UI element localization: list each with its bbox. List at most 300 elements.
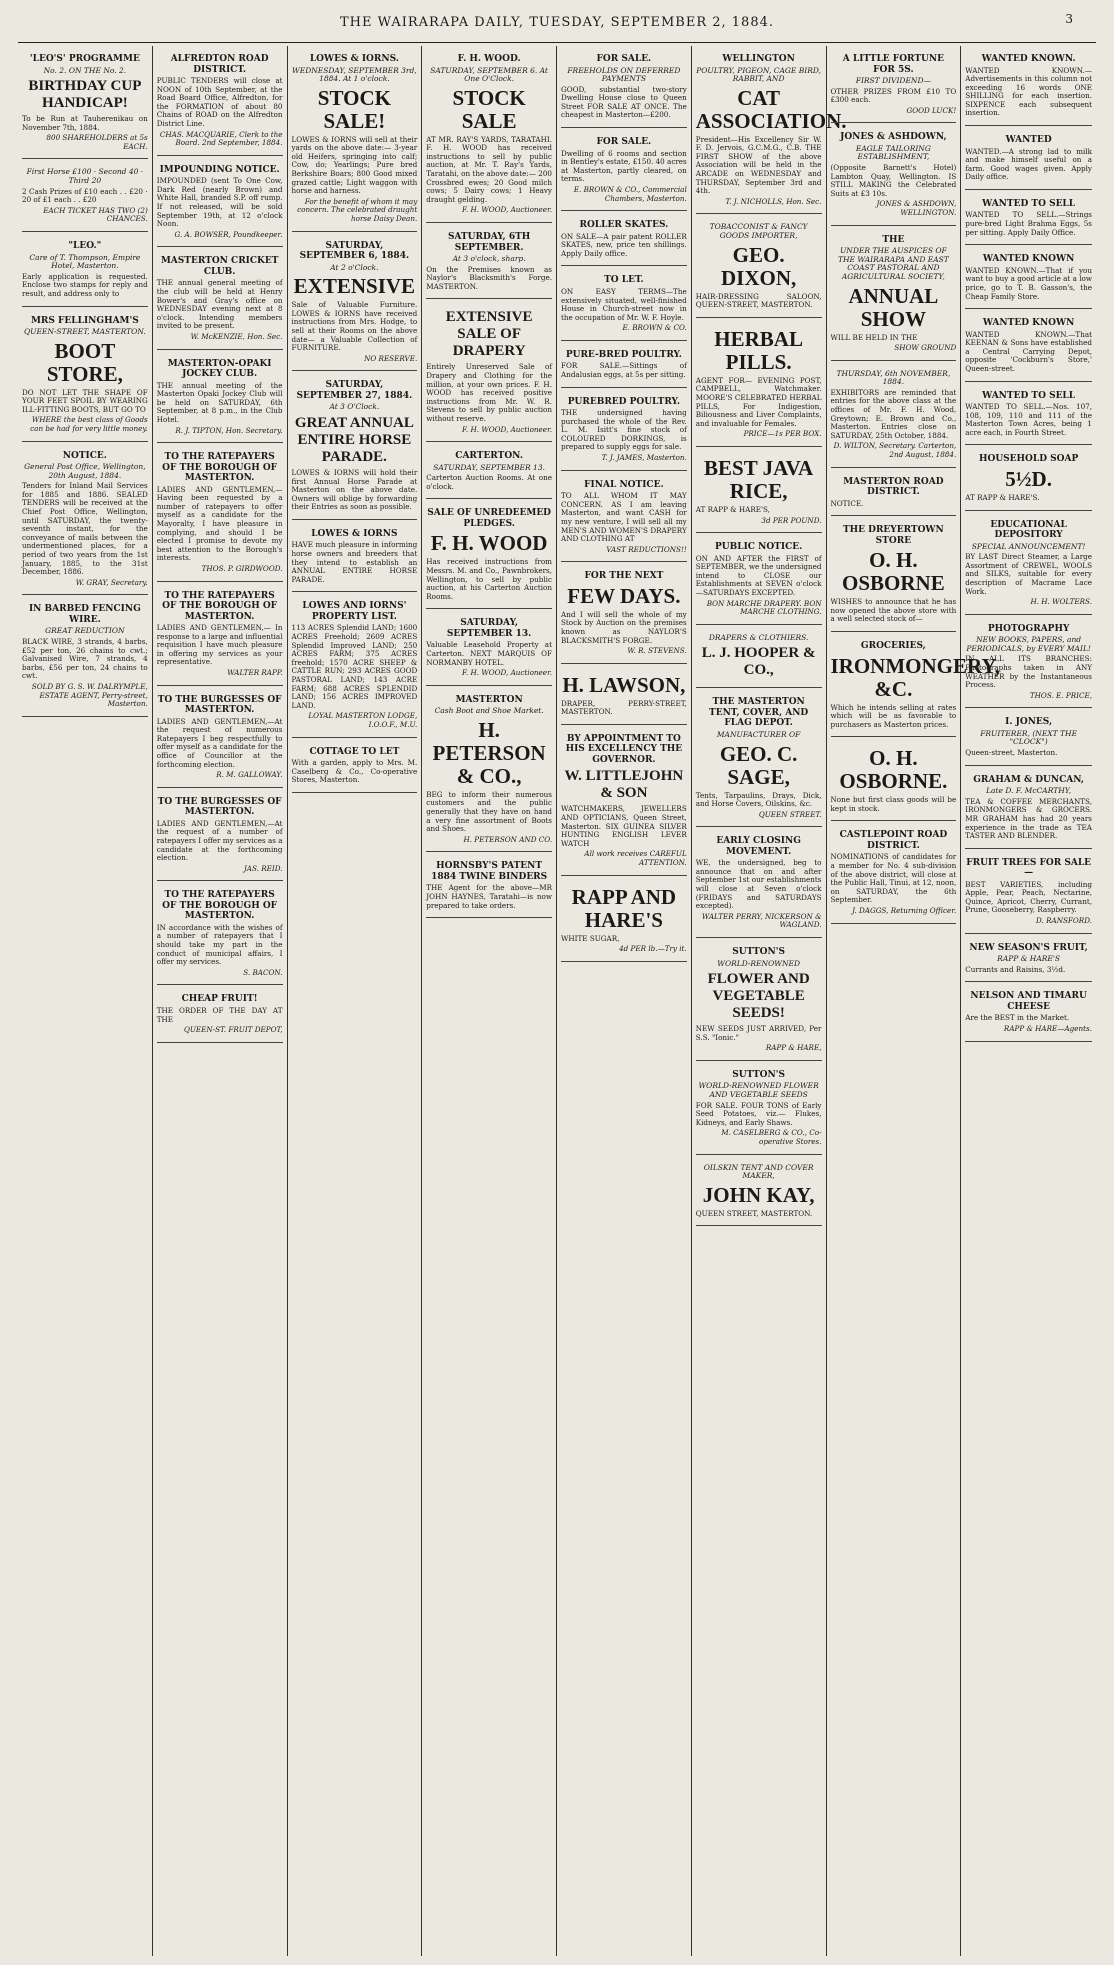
ad-display-text: STOCK SALE!: [317, 85, 391, 133]
ad-signature: D. RANSFORD.: [1036, 916, 1092, 926]
ad-signature: SOLD BY G. S. W. DALRYMPLE, ESTATE AGENT, Perry-street, Masterton.: [31, 681, 148, 709]
ad-heading: WELLINGTON: [722, 54, 795, 64]
ad-signature: 800 SHAREHOLDERS at 5s EACH.: [46, 133, 148, 151]
masthead: [0, 0, 1114, 44]
advertisement: [965, 48, 1092, 126]
ad-heading: COTTAGE TO LET: [309, 746, 400, 757]
ad-display-text: STOCK SALE: [452, 85, 526, 133]
advertisement: [696, 450, 822, 533]
ad-body-text: With a garden, apply to Mrs. M. Caselberg & Co., Co-operative Stores, Masterton.: [291, 758, 418, 785]
advertisement: [426, 689, 552, 853]
ad-heading: SATURDAY, 6TH SEPTEMBER.: [447, 232, 531, 253]
advertisement: [831, 471, 957, 517]
ad-display-text: EXTENSIVE SALE OF DRAPERY: [445, 309, 533, 360]
ad-subheading: POULTRY, PIGEON, CAGE BIRD, RABBIT, AND: [696, 65, 822, 84]
advertisement: [22, 48, 148, 159]
ad-display-text: RAPP AND HARE'S: [571, 884, 677, 932]
page-number: 3: [1065, 12, 1074, 26]
ad-signature: For the benefit of whom it may concern. The celebrated draught horse Daisy Dean.: [297, 196, 418, 224]
ad-body-text: (Opposite Barnett's Hotel) Lambton Quay, Wellington. IS STILL MAKING the Celebrated Suits at £3 10s.: [830, 163, 957, 198]
ad-heading: GRAHAM & DUNCAN,: [973, 774, 1085, 785]
advertisement: [696, 1064, 822, 1155]
ad-heading: TO LET.: [604, 275, 644, 286]
ad-heading: TO THE BURGESSES OF MASTERTON.: [157, 796, 282, 818]
advertisement: [426, 502, 552, 609]
ad-body-text: EXHIBITORS are reminded that entries for the above class at the offices of Mr. F. H. Wood, Greytown; E. Brown and Co., Masterton. Entries close on SATURDAY, 25th October, 1884.: [830, 387, 957, 440]
ad-body-text: LADIES AND GENTLEMEN,—At the request of numerous Ratepayers I beg respectfully to offer myself as a candidate for the office of Councillor at the forthcoming election.: [156, 716, 283, 769]
ad-display-text: BEST JAVA RICE,: [704, 455, 814, 503]
ad-heading: BY APPOINTMENT TO HIS EXCELLENCY THE GOVERNOR.: [565, 733, 683, 765]
advertisement: [965, 711, 1092, 765]
column-2: [153, 46, 288, 1956]
advertisement: [157, 250, 283, 349]
ad-body-text: Queen-street, Masterton.: [965, 748, 1058, 758]
ad-body-text: THE annual general meeting of the club will be held at Henry Bower's and Gray's office on WEDNESDAY evening next at 8 o'clock. Intending members invited to be present.: [156, 278, 283, 331]
ad-body-text: IN accordance with the wishes of a number of ratepayers that I should take my part in the conduct of municipal affairs, I offer my services.: [156, 922, 283, 967]
advertisement: [157, 884, 283, 985]
advertisement: [831, 740, 957, 821]
ad-body-text: 113 ACRES Splendid LAND; 1600 ACRES Freehold; 2609 ACRES Splendid Improved LAND; 250 ACRES FARM; 375 ACRES freehold; 1570 ACRE SHEEP & CATTLE RUN; 293 ACRES GOOD PASTORAL LAND; 143 ACRE FARM; 688 ACRES SPLENDID LAND; 156 ACRES IMPROVED LAND.: [291, 623, 418, 710]
ad-display-text: IRONMONGERY, &C.: [830, 653, 1000, 701]
ad-subheading: OILSKIN TENT AND COVER MAKER,: [703, 1162, 814, 1181]
ad-signature: WALTER PERRY, NICKERSON & WAGLAND.: [701, 911, 822, 930]
advertisement: [292, 235, 418, 372]
ad-body-text: Early application is requested. Enclose two stamps for reply and result, and address only to: [22, 271, 148, 298]
ad-heading: WANTED KNOWN: [982, 318, 1075, 329]
ad-display-text: BOOT STORE,: [46, 338, 123, 386]
ad-subheading: SATURDAY, SEPTEMBER 13.: [433, 462, 545, 472]
ad-heading: PHOTOGRAPHY: [987, 623, 1070, 634]
advertisement: [157, 353, 283, 444]
ad-subheading: UNDER THE AUSPICES OF THE WAIRARAPA AND EAST COAST PASTORAL AND AGRICULTURAL SOCIETY,: [837, 246, 949, 281]
advertisement: [965, 248, 1092, 309]
ad-heading: WANTED TO SELL: [982, 390, 1076, 401]
ad-body-text: Entirely Unreserved Sale of Drapery and Clothing for the million, at your own prices. F. H. WOOD has received positive instructions from Mr. W. R. Stevens to sell by public auction without reserve.: [426, 362, 552, 423]
advertisement: [965, 985, 1092, 1041]
ad-body-text: BY LAST Direct Steamer, a Large Assortment of CREWEL, WOOLS and SILKS, suitable for every description of Macrame Lace Work.: [965, 552, 1092, 596]
ad-signature: 4d PER lb.—Try it.: [619, 944, 687, 954]
ad-signature: M. CASELBERG & CO., Co-operative Stores.: [721, 1128, 822, 1146]
ad-body-text: Sale of Valuable Furniture. LOWES & IORNS have received instructions from Mrs. Hodge, to sell at their Rooms on the above date— a Valuable Collection of FURNITURE.: [291, 300, 418, 353]
advertisement: [696, 691, 822, 827]
ad-heading: CARTERTON.: [455, 451, 523, 462]
ad-signature: R. J. TIPTON, Hon. Secretary.: [175, 425, 283, 435]
ad-body-text: ON AND AFTER the FIRST of SEPTEMBER, we the undersigned intend to CLOSE our Establishments at SEVEN o'clock—SATURDAYS EXCEPTED.: [695, 553, 822, 598]
ad-heading: IMPOUNDING NOTICE.: [159, 164, 280, 175]
ad-body-text: QUEEN STREET, MASTERTON.: [695, 1208, 813, 1218]
advertisement: [426, 48, 552, 223]
ad-subheading: Care of T. Thompson, Empire Hotel, Masterton.: [29, 252, 141, 271]
ad-body-text: HAVE much pleasure in informing horse owners and breeders that they intend to establish an ANNUAL ENTIRE HORSE PARADE.: [291, 540, 418, 584]
advertisement: [561, 214, 687, 266]
advertisement: [22, 445, 148, 596]
ad-body-text: THE ORDER OF THE DAY AT THE: [156, 1005, 283, 1024]
ad-body-text: BEG to inform their numerous customers and the public generally that they have on hand a very fine assortment of Boots and Shoes.: [426, 789, 552, 834]
ad-body-text: AT MR. RAY'S YARDS, TARATAHI. F. H. WOOD has received instructions to sell by public auction, at Mr. T. Ray's Yards, Taratahi, on the above date:— 200 Crossbred ewes; 20 Good milch cows; 5 Dairy cows; 1 Heavy draught gelding.: [426, 134, 552, 204]
advertisement: [561, 565, 687, 663]
masthead-title: THE WAIRARAPA DAILY, TUESDAY, SEPTEMBER 2, 1884.: [339, 14, 775, 30]
ad-body-text: FOR SALE.—Sittings of Andalusian eggs, at 5s per sitting.: [561, 361, 687, 379]
ad-heading: MASTERTON CRICKET CLUB.: [160, 256, 279, 277]
ad-signature: W. McKENZIE, Hon. Sec.: [190, 331, 283, 341]
ad-heading: FRUIT TREES FOR SALE—: [966, 857, 1092, 879]
ad-signature: LOYAL MASTERTON LODGE, I.O.O.F., M.U.: [308, 711, 418, 729]
advertisement: [965, 129, 1092, 190]
advertisement: [426, 445, 552, 499]
ad-heading: SATURDAY, SEPTEMBER 13.: [446, 618, 532, 639]
ad-body-text: OTHER PRIZES FROM £10 TO £300 each.: [830, 86, 957, 105]
ad-body-text: ON SALE—A pair patent ROLLER SKATES, new, price ten shillings. Apply Daily office.: [561, 231, 687, 258]
advertisement: [965, 193, 1092, 245]
ad-heading: LOWES & IORNS: [311, 528, 398, 539]
advertisement: [831, 824, 957, 923]
ad-body-text: WANTED KNOWN.—That KEENAN & Sons have established a Central Carrying Depot, opposite 'Cockburn's Store,' Queen-street.: [965, 329, 1092, 373]
ad-body-text: HAIR-DRESSING SALOON, QUEEN-STREET, MASTERTON.: [695, 291, 822, 310]
ad-body-text: WANTED KNOWN.—That if you want to buy a good article at a low price, go to T. B. Gasson's, the Cheap Family Store.: [965, 265, 1092, 301]
ad-signature: CHAS. MACQUARIE, Clerk to the Board. 2nd September, 1884.: [159, 129, 283, 148]
ad-body-text: AGENT FOR— EVENING POST, CAMPBELL, Watchmaker. MOORE'S CELEBRATED HERBAL PILLS, For Indigestion, Biliousness and Liver Complaints, and invaluable for Females.: [695, 375, 822, 428]
ad-heading: TO THE RATEPAYERS OF THE BOROUGH OF MASTERTON.: [162, 452, 278, 484]
advertisement: [965, 618, 1092, 709]
ad-signature: PRICE—1s PER BOX.: [743, 429, 822, 439]
ad-subheading: At 3 o'clock, sharp.: [452, 254, 526, 264]
ad-subheading: At 3 O'Clock.: [329, 402, 380, 412]
ad-heading: LOWES & IORNS.: [309, 54, 399, 64]
ad-body-text: LADIES AND GENTLEMEN,— Having been requested by a number of ratepayers to offer myself as a candidate for the Mayoralty, I have pleasure in complying, and should I be elected I promise to devote my best attention to the Borough's interests.: [156, 484, 283, 563]
advertisement: [696, 941, 822, 1061]
advertisement: [965, 448, 1092, 510]
advertisement: [22, 162, 148, 232]
advertisement: [696, 321, 822, 447]
ad-signature: F. H. WOOD, Auctioneer.: [462, 205, 552, 215]
ad-body-text: Dwelling of 6 rooms and section in Bentley's estate, £150. 40 acres at Masterton, partly cleared, on terms.: [561, 148, 687, 184]
ad-signature: R. M. GALLOWAY.: [216, 770, 283, 780]
ad-heading: CHEAP FRUIT!: [181, 994, 258, 1005]
ad-signature: VAST REDUCTIONS!!: [606, 544, 687, 554]
column-4: [422, 46, 557, 1956]
advertisement: [157, 689, 283, 788]
ad-subheading: WEDNESDAY, SEPTEMBER 3rd, 1884. At 1 o'clock.: [292, 65, 417, 84]
ad-signature: JAS. REID.: [243, 863, 283, 873]
ad-body-text: 2 Cash Prizes of £10 each . . £20 · 20 of £1 each . . £20: [22, 186, 148, 205]
ad-heading: TO THE BURGESSES OF MASTERTON.: [157, 694, 282, 716]
ad-subheading: No. 2. ON THE No. 2.: [43, 65, 127, 75]
advertisement: [157, 791, 283, 882]
ad-signature: WHERE the best class of Goods can be had for very little money.: [30, 415, 148, 433]
ad-display-text: H. PETERSON & CO.,: [432, 717, 546, 788]
ad-body-text: TO ALL WHOM IT MAY CONCERN. AS I am leaving Masterton, and want CASH for my new venture, I will sell all my MEN'S AND WOMEN'S DRAPERY AND CLOTHING AT: [561, 491, 687, 544]
ad-body-text: WANTED TO SELL.—Strings pure-bred Light Brahma Eggs, 5s per sitting. Apply Daily Office.: [965, 210, 1092, 237]
column-6: [692, 46, 847, 1956]
ad-display-text: GREAT ANNUAL ENTIRE HORSE PARADE.: [294, 414, 414, 465]
ad-body-text: PUBLIC TENDERS will close at NOON of 10th September, at the Road Board Office, Alfredton, for the FORMATION of about 80 Chains of ROAD on the Alfredton District Line.: [156, 76, 283, 128]
ad-heading: THE MASTERTON TENT, COVER, AND FLAG DEPOT.: [709, 697, 809, 729]
ad-body-text: THE annual meeting of the Masterton Opaki Jockey Club will be held on SATURDAY, 6th September, at 8 p.m., in the Club Hotel.: [156, 380, 283, 424]
ad-subheading: FRUITERER, (NEXT THE "CLOCK"): [980, 728, 1078, 747]
ad-body-text: BLACK WIRE, 3 strands, 4 barbs, £52 per ton, 26 chains to cwt.; Galvanised Wire, 7 strands, 4 barbs, £56 per ton, 24 chains to cwt.: [22, 636, 148, 681]
ad-body-text: BEST VARIETIES, including Apple, Pear, Peach, Nectarine, Quince, Apricot, Cherry, Currant, Prune, Gooseberry, Raspberry.: [965, 879, 1092, 915]
ad-heading: LOWES AND IORNS' PROPERTY LIST.: [302, 601, 407, 622]
ad-subheading: EAGLE TAILORING ESTABLISHMENT,: [855, 143, 931, 162]
advertisement: [561, 667, 687, 725]
advertisement: [157, 988, 283, 1042]
ad-signature: S. BACON.: [243, 967, 283, 977]
column-1: [18, 46, 153, 1956]
advertisement: [561, 48, 687, 128]
advertisement: [965, 852, 1092, 934]
advertisement: [292, 523, 418, 592]
ad-body-text: FOR SALE. FOUR TONS of Early Seed Potatoes, viz.— Flukes, Kidneys, and Early Shaws.: [695, 1100, 822, 1127]
newspaper-columns: [18, 46, 1096, 1956]
ad-body-text: TEA & COFFEE MERCHANTS, IRONMONGERS & GROCERS. MR GRAHAM has had 20 years experience in the trade as TEA TASTER AND BLENDER.: [965, 796, 1092, 841]
ad-body-text: WISHES to announce that he has now opened the above store with a well selected stock of—: [830, 597, 957, 624]
advertisement: [965, 937, 1092, 983]
ad-heading: JONES & ASHDOWN,: [840, 132, 947, 143]
ad-heading: WANTED KNOWN.: [981, 54, 1076, 64]
ad-body-text: And I will sell the whole of my Stock by Auction on the premises known as NAYLOR'S BLACKSMITH'S FORGE.: [561, 609, 687, 645]
ad-heading: FOR THE NEXT: [584, 571, 664, 582]
ad-heading: WANTED: [1005, 135, 1052, 146]
ad-signature: EACH TICKET HAS TWO (2) CHANCES.: [43, 205, 148, 224]
ad-heading: MASTERTON: [455, 694, 523, 705]
advertisement: [292, 48, 418, 232]
ad-heading: NELSON AND TIMARU CHEESE: [970, 991, 1087, 1012]
ad-display-text: O. H. OSBORNE: [842, 548, 945, 596]
ad-subheading: MANUFACTURER OF: [716, 729, 801, 739]
ad-display-text: H. LAWSON,: [562, 672, 686, 697]
ad-heading: HORNSBY'S PATENT 1884 TWINE BINDERS: [431, 861, 548, 882]
advertisement: [561, 879, 687, 962]
advertisement: [561, 269, 687, 340]
ad-signature: JONES & ASHDOWN, WELLINGTON.: [876, 199, 957, 218]
advertisement: [696, 628, 822, 689]
ad-subheading: GREAT REDUCTION: [45, 626, 125, 636]
advertisement: [157, 585, 283, 686]
advertisement: [22, 310, 148, 442]
advertisement: [292, 741, 418, 793]
ad-signature: RAPP & HARE,: [765, 1043, 822, 1053]
column-5: [557, 46, 692, 1956]
ad-display-text: 5½D.: [1005, 466, 1052, 491]
ad-body-text: THE Agent for the above—MR JOHN HAYNES, Taratahi—is now prepared to take orders.: [426, 883, 552, 910]
ad-display-text: GEO. DIXON,: [720, 242, 797, 290]
ad-subheading: Late D. F. McCARTHY,: [986, 786, 1072, 796]
advertisement: [696, 1158, 822, 1227]
ad-signature: T. J. NICHOLLS, Hon. Sec.: [725, 196, 822, 206]
ad-heading: WANTED TO SELL: [982, 198, 1076, 209]
ad-heading: HOUSEHOLD SOAP: [978, 454, 1079, 465]
ad-display-text: JOHN KAY,: [702, 1182, 815, 1207]
ad-subheading: WORLD-RENOWNED: [717, 958, 800, 968]
ad-signature: H. H. WOLTERS.: [1030, 597, 1092, 607]
ad-body-text: NEW SEEDS JUST ARRIVED, Per S.S. "Ionic.": [695, 1024, 822, 1042]
ad-heading: GROCERIES,: [860, 641, 926, 651]
ad-signature: W. R. STEVENS.: [627, 646, 687, 656]
ad-heading: MASTERTON-OPAKI JOCKEY CLUB.: [167, 358, 272, 380]
ad-subheading: General Post Office, Wellington, 20th August, 1884.: [24, 462, 146, 480]
ad-signature: RAPP & HARE—Agents.: [1003, 1023, 1092, 1033]
ad-body-text: None but first class goods will be kept in stock.: [830, 795, 957, 813]
ad-body-text: WANTED TO SELL.—Nos. 107, 108, 109, 110 and 111 of the Masterton Town Acres, being 1 acre each, in Fourth Street.: [965, 402, 1092, 437]
ad-body-text: NOMINATIONS of candidates for a member for No. 4 sub-division of the above district, will close at the Public Hall, Tinui, at 12, noon, on SATURDAY, the 6th September.: [830, 852, 957, 905]
ad-signature: BON MARCHE DRAPERY. BON MARCHE CLOTHING.: [706, 598, 822, 617]
ad-heading: ROLLER SKATES.: [579, 220, 669, 231]
ad-heading: MRS FELLINGHAM'S: [30, 315, 139, 326]
ad-signature: W. GRAY, Secretary.: [75, 577, 148, 587]
ad-body-text: To be Run at Tauherenikau on November 7th, 1884.: [22, 114, 148, 132]
ad-subheading: DRAPERS & CLOTHIERS.: [708, 632, 809, 642]
ad-heading: F. H. WOOD.: [457, 54, 521, 64]
ad-body-text: IN ALL ITS BRANCHES: Photographs taken in ANY WEATHER by the Instantaneous Process.: [965, 654, 1092, 690]
advertisement: [22, 235, 148, 306]
ad-subheading: SPECIAL ANNOUNCEMENT!: [971, 541, 1086, 551]
ad-heading: TO THE RATEPAYERS OF THE BOROUGH OF MASTERTON.: [162, 590, 278, 622]
ad-display-text: EXTENSIVE: [293, 274, 416, 299]
advertisement: [292, 595, 418, 737]
ad-heading: FOR SALE.: [596, 137, 652, 148]
ad-body-text: LOWES & IORNS will hold their first Annual Horse Parade at Masterton on the above date. Owners will oblige by forwarding their Entries as soon as possible.: [291, 467, 418, 512]
ad-heading: "LEO.": [68, 241, 102, 252]
advertisement: [696, 217, 822, 317]
advertisement: [831, 48, 957, 123]
ad-body-text: IMPOUNDED (sent To One Cow, Dark Red (nearly Brown) and White Hall, branded S.P. off rump. If not released, will be sold September 19th, at 12 o'clock Noon.: [156, 176, 283, 229]
ad-body-text: LOWES & IORNS will sell at their yards on the above date:— 3-year old Heifers, springing into calf; Cow, do; Yearlings; Pure bred Berkshire Boars; 800 Good mixed grazed cattle; Light waggon with horse and harness.: [291, 134, 418, 196]
ad-body-text: ON EASY TERMS—The extensively situated, well-finished House in Church-street now in the occupation of Mr. W. F. Hoyle.: [561, 286, 687, 322]
ad-body-text: Tenders for Inland Mail Services for 1885 and 1886. SEALED TENDERS will be received at the Chief Post Office, Wellington, until SATURDAY, the twenty-seventh instant, for the conveyance of mails between the undermentioned places, for a period of two years from the 1st January, 1885, to the 31st December, 1886.: [22, 481, 148, 577]
advertisement: [965, 514, 1092, 615]
ad-signature: NO RESERVE.: [364, 353, 418, 363]
ad-subheading: SATURDAY, SEPTEMBER 6. At One O'Clock.: [430, 65, 548, 84]
ad-display-text: W. LITTLEJOHN & SON: [564, 768, 684, 802]
advertisement: [965, 385, 1092, 446]
ad-signature: F. H. WOOD, Auctioneer.: [462, 424, 552, 434]
advertisement: [426, 226, 552, 299]
ad-body-text: Valuable Leasehold Property at Carterton. NEXT MARQUIS OF NORMANBY HOTEL.: [426, 640, 552, 667]
ad-heading: SALE OF UNREDEEMED PLEDGES.: [427, 508, 551, 529]
column-3: [288, 46, 423, 1956]
ad-body-text: WE, the undersigned, beg to announce that on and after September 1st our establishments will close at Seven o'clock (FRIDAYS and SATURDAYS excepted).: [695, 858, 822, 911]
ad-subheading: Cash Boot and Shoe Market.: [434, 706, 544, 716]
advertisement: [157, 159, 283, 248]
advertisement: [426, 855, 552, 918]
ad-heading: THE DREYERTOWN STORE: [842, 525, 944, 546]
ad-display-text: FEW DAYS.: [567, 583, 681, 608]
ad-body-text: WANTED.—A strong lad to milk and make himself useful on a farm. Good wages given. Apply Daily office.: [965, 146, 1092, 182]
ad-signature: J. DAGGS, Returning Officer.: [852, 906, 957, 916]
advertisement: [561, 131, 687, 211]
ad-signature: GOOD LUCK!: [906, 105, 957, 115]
advertisement: [426, 612, 552, 685]
ad-display-text: O. H. OSBORNE.: [839, 746, 948, 794]
advertisement: [561, 391, 687, 471]
advertisement: [831, 364, 957, 468]
ad-heading: 'LEO'S' PROGRAMME: [29, 54, 140, 64]
advertisement: [830, 635, 1000, 737]
advertisement: [561, 728, 687, 876]
ad-heading: WANTED KNOWN: [982, 254, 1075, 265]
advertisement: [292, 374, 418, 520]
ad-body-text: AT RAPP & HARE'S.: [965, 492, 1040, 502]
ad-signature: E. BROWN & CO.: [622, 323, 687, 333]
ad-heading: EARLY CLOSING MOVEMENT.: [716, 836, 801, 857]
ad-body-text: Are the BEST in the Market.: [965, 1013, 1070, 1023]
ad-signature: T. J. JAMES, Masterton.: [601, 453, 687, 463]
ad-heading: CASTLEPOINT ROAD DISTRICT.: [839, 830, 948, 851]
ad-signature: QUEEN STREET.: [758, 809, 822, 819]
ad-heading: PUREBRED POULTRY.: [567, 396, 680, 407]
ad-body-text: LADIES AND GENTLEMEN,—At the request of a number of ratepayers I offer my services as a candidate at the forthcoming election.: [156, 818, 283, 863]
ad-signature: G. A. BOWSER, Poundkeeper.: [174, 229, 283, 239]
ad-heading: SUTTON'S: [732, 947, 785, 958]
ad-body-text: GOOD, substantial two-story Dwelling House close to Queen Street FOR SALE AT ONCE. The cheapest in Masterton—£200.: [561, 84, 687, 120]
ad-display-text: ANNUAL SHOW: [848, 283, 939, 331]
ad-subheading: NEW BOOKS, PAPERS, and PERIODICALS, by EVERY MAIL!: [966, 635, 1091, 653]
ad-display-text: L. J. HOOPER & CO.,: [701, 645, 816, 679]
advertisement: [426, 302, 552, 442]
ad-heading: PUBLIC NOTICE.: [715, 542, 803, 553]
ad-display-text: F. H. WOOD: [430, 531, 548, 556]
ad-subheading: First Horse £100 · Second 40 · Third 20: [26, 167, 144, 186]
ad-body-text: Tents, Tarpaulins, Drays, Dick, and Horse Covers, Oilskins, &c.: [695, 790, 822, 809]
ad-signature: E. BROWN & CO., Commercial Chambers, Masterton.: [573, 184, 687, 203]
column-7: [827, 46, 1000, 1956]
ad-subheading: WORLD-RENOWNED FLOWER AND VEGETABLE SEEDS: [698, 1081, 819, 1099]
ad-signature: 3d PER POUND.: [761, 515, 822, 525]
ad-heading: PURE-BRED POULTRY.: [565, 349, 682, 360]
ad-body-text: WANTED KNOWN.—Advertisements in this column not exceeding 16 words ONE SHILLING for each insertion. SIXPENCE each subsequent insertion.: [965, 65, 1092, 118]
advertisement: [561, 344, 687, 388]
ad-heading: SUTTON'S: [732, 1069, 785, 1080]
ad-signature: WALTER RAPP.: [227, 668, 283, 678]
ad-heading: NEW SEASON'S FRUIT,: [969, 942, 1088, 953]
ad-heading: I. JONES,: [1005, 717, 1053, 728]
ad-signature: THOS. P. GIRDWOOD.: [201, 563, 283, 573]
ad-signature: H. PETERSON AND CO.: [463, 834, 552, 844]
ad-heading: SATURDAY, SEPTEMBER 6, 1884.: [299, 240, 410, 262]
advertisement: [831, 126, 957, 225]
ad-body-text: WATCHMAKERS, JEWELLERS AND OPTICIANS, Queen Street, Masterton. SIX GUINEA SILVER HUNTING ENGLISH LEVER WATCH: [561, 804, 687, 848]
ad-heading: THE: [882, 234, 905, 245]
ad-heading: IN BARBED FENCING WIRE.: [28, 604, 141, 625]
ad-body-text: THE undersigned having purchased the whole of the Rev. L. M. Isitt's fine stock of COLOURED DORKINGS, is prepared to supply eggs for sale.: [561, 408, 687, 452]
ad-body-text: On the Premises known as Naylor's Blacksmith's Forge. MASTERTON.: [426, 264, 552, 291]
ad-signature: SHOW GROUND: [894, 343, 957, 353]
ad-heading: ALFREDTON ROAD DISTRICT.: [170, 54, 269, 75]
ad-subheading: FIRST DIVIDEND—: [855, 76, 931, 85]
ad-heading: MASTERTON ROAD DISTRICT.: [843, 476, 944, 498]
ad-display-text: FLOWER AND VEGETABLE SEEDS!: [707, 971, 810, 1022]
ad-body-text: WHITE SUGAR,: [561, 933, 620, 943]
ad-signature: THOS. E. PRICE,: [1029, 690, 1092, 700]
ad-body-text: LADIES AND GENTLEMEN,— In response to a large and influential requisition I have much pleasure in offering my services as your representative.: [156, 623, 283, 667]
advertisement: [695, 48, 847, 214]
ad-body-text: President—His Excellency Sir W. F. D. Jervois, G.C.M.G., C.B. THE FIRST SHOW of the above Association will be held in the ARCADE on WEDNESDAY and THURSDAY, September 3rd and 4th.: [695, 134, 822, 196]
advertisement: [965, 769, 1092, 849]
ad-signature: F. H. WOOD, Auctioneer.: [462, 668, 552, 678]
ad-subheading: RAPP & HARE'S: [997, 954, 1061, 964]
ad-heading: NOTICE.: [62, 450, 107, 461]
ad-signature: D. WILTON, Secretary. Carterton, 2nd August, 1884.: [833, 441, 957, 460]
advertisement: [831, 229, 957, 361]
advertisement: [696, 536, 822, 625]
ad-heading: TO THE RATEPAYERS OF THE BOROUGH OF MASTERTON.: [162, 890, 278, 922]
ad-subheading: THURSDAY, 6th NOVEMBER, 1884.: [836, 368, 951, 387]
ad-body-text: Has received instructions from Messrs. M. and Co., Pawnbrokers, Wellington, to sell by public auction, at his Carterton Auction Rooms.: [426, 557, 552, 601]
ad-subheading: QUEEN-STREET, MASTERTON.: [23, 327, 146, 336]
top-rule: [18, 42, 1096, 43]
ad-signature: QUEEN-ST. FRUIT DEPOT,: [183, 1025, 283, 1035]
ad-body-text: DO NOT LET THE SHAPE OF YOUR FEET SPOIL BY WEARING ILL-FITTING BOOTS, BUT GO TO: [22, 387, 148, 414]
